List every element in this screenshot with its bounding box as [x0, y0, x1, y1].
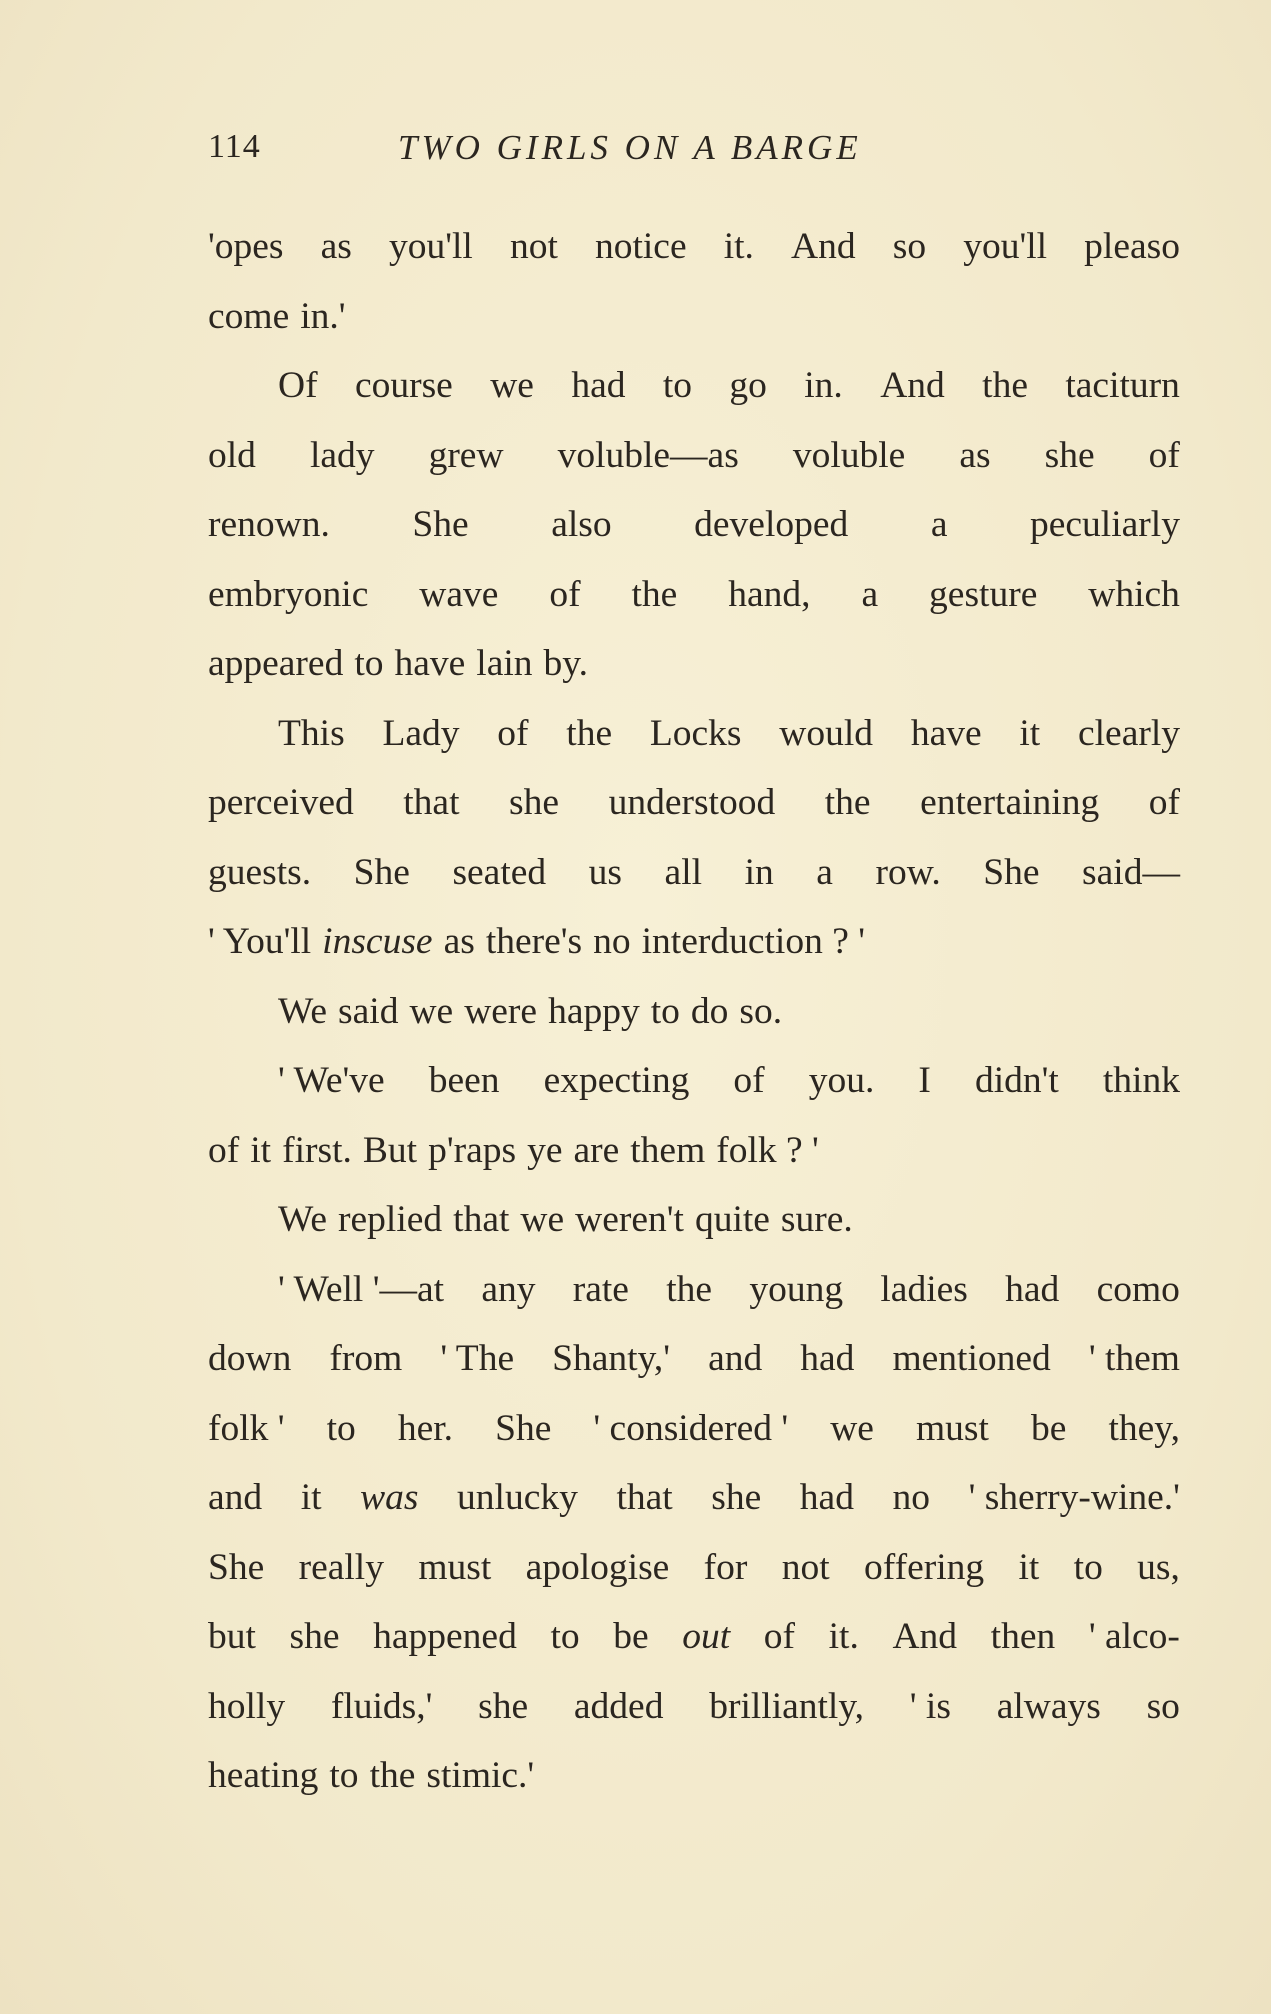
text-line	[208, 1533, 1180, 1603]
word: ' considered '	[593, 1407, 789, 1449]
word: rate	[572, 1268, 629, 1310]
text-line	[208, 1255, 1180, 1325]
text-line	[208, 421, 1180, 491]
word: had	[571, 365, 626, 406]
word: we	[409, 990, 454, 1032]
word: go	[729, 365, 767, 406]
word: she	[478, 1685, 529, 1727]
word: no	[892, 1477, 931, 1518]
word: no	[593, 921, 631, 962]
word: taciturn	[1065, 365, 1180, 406]
text-line	[208, 490, 1180, 560]
word: to	[662, 365, 693, 406]
word: you'll	[963, 226, 1048, 267]
word: so	[892, 226, 927, 267]
word: but	[208, 1616, 256, 1657]
word: voluble	[792, 434, 906, 476]
word: p'raps	[428, 1129, 517, 1171]
word: are	[573, 1129, 620, 1171]
text-line	[208, 1116, 1180, 1186]
word: she	[711, 1477, 762, 1518]
word: folk ? '	[716, 1129, 819, 1171]
word: ladies	[880, 1268, 968, 1310]
word: also	[551, 504, 612, 545]
word: offering	[864, 1546, 985, 1588]
word: must	[418, 1546, 492, 1588]
word: She	[208, 1546, 265, 1588]
word: She	[983, 851, 1040, 893]
word: renown.	[208, 504, 330, 545]
text-line	[208, 1185, 1180, 1255]
word: unlucky	[457, 1477, 578, 1518]
word: gesture	[929, 573, 1038, 615]
word: This	[278, 712, 345, 754]
word: And	[791, 226, 856, 267]
body-text	[208, 212, 1180, 1811]
word: weren't	[575, 1199, 684, 1240]
word: that	[403, 782, 460, 823]
word: have	[910, 712, 982, 754]
word: it.	[828, 1616, 859, 1657]
word: as	[959, 434, 991, 476]
word: had	[1005, 1268, 1060, 1310]
word: added	[573, 1685, 664, 1727]
word: ' is	[909, 1685, 951, 1727]
word: sure.	[780, 1199, 853, 1240]
word: the	[369, 1755, 416, 1796]
word: out	[682, 1616, 731, 1657]
text-line	[208, 907, 1180, 977]
word: a	[861, 573, 879, 615]
word: ' sherry-wine.'	[968, 1477, 1180, 1518]
word: down	[208, 1338, 292, 1379]
word: understood	[608, 782, 776, 823]
word: be	[1030, 1407, 1067, 1449]
word: We	[278, 990, 328, 1032]
word: developed	[694, 504, 849, 545]
text-line	[208, 699, 1180, 769]
text-line	[208, 1741, 1180, 1811]
word: row.	[875, 851, 941, 893]
word: that	[616, 1477, 673, 1518]
word: 'opes	[208, 226, 284, 267]
word: it.	[723, 226, 754, 267]
word: perceived	[208, 782, 354, 823]
text-line	[208, 1324, 1180, 1394]
word: brilliantly,	[709, 1685, 865, 1727]
word: old	[208, 434, 256, 476]
word: inscuse	[322, 921, 433, 962]
word: Lady	[382, 712, 460, 754]
word: clearly	[1077, 712, 1180, 754]
word: said	[338, 990, 399, 1032]
word: entertaining	[920, 782, 1100, 823]
word: you.	[808, 1060, 875, 1101]
word: any	[481, 1268, 536, 1310]
word: the	[666, 1268, 713, 1310]
word: mentioned	[892, 1338, 1051, 1379]
word: then	[990, 1616, 1056, 1657]
word: And	[892, 1616, 958, 1657]
word: from	[329, 1338, 403, 1379]
text-line	[208, 838, 1180, 908]
word: pleaso	[1084, 226, 1180, 267]
text-line	[208, 1394, 1180, 1464]
word: of	[733, 1060, 765, 1101]
word: which	[1088, 573, 1180, 615]
word: of	[549, 573, 581, 615]
word: by.	[543, 643, 588, 684]
word: in.'	[300, 295, 346, 337]
word: lain	[476, 643, 533, 684]
word: had	[800, 1338, 855, 1379]
word: said—	[1082, 851, 1180, 893]
word: we	[490, 365, 534, 406]
word: for	[703, 1546, 748, 1588]
word: hand,	[728, 573, 811, 615]
word: you'll	[388, 226, 473, 267]
word: course	[354, 365, 453, 406]
word: to	[650, 990, 680, 1032]
word: She	[412, 504, 469, 545]
word: it	[1019, 712, 1041, 754]
word: not	[781, 1546, 830, 1588]
word: embryonic	[208, 573, 369, 615]
text-line	[208, 1463, 1180, 1533]
word: expecting	[543, 1060, 690, 1101]
text-line	[208, 629, 1180, 699]
word: us	[588, 851, 623, 893]
word: of	[763, 1616, 796, 1657]
text-line	[208, 212, 1180, 282]
word: there's	[485, 921, 583, 962]
word: grew	[428, 434, 504, 476]
word: peculiarly	[1030, 504, 1180, 545]
word: ' You'll	[208, 921, 312, 962]
word: notice	[594, 226, 687, 267]
page-number: 114	[208, 128, 261, 165]
word: fluids,'	[330, 1685, 433, 1727]
word: I	[918, 1060, 931, 1101]
word: And	[880, 365, 945, 406]
word: as	[320, 226, 352, 267]
word: a	[816, 851, 833, 893]
word: stimic.'	[426, 1755, 535, 1796]
word: and	[208, 1477, 263, 1518]
word: She	[495, 1407, 552, 1449]
word: happy	[548, 990, 640, 1032]
word: the	[982, 365, 1028, 406]
word: to	[550, 1616, 580, 1657]
word: always	[996, 1685, 1101, 1727]
word: guests.	[208, 851, 312, 893]
word: didn't	[974, 1060, 1059, 1101]
word: the	[566, 712, 613, 754]
text-line	[208, 768, 1180, 838]
word: Of	[278, 365, 318, 406]
word: young	[749, 1268, 844, 1310]
word: it	[300, 1477, 322, 1518]
word: so	[1146, 1685, 1180, 1727]
word: they,	[1108, 1407, 1180, 1449]
word: Locks	[649, 712, 742, 754]
word: folk '	[208, 1407, 285, 1449]
word: quite	[694, 1199, 770, 1240]
word: had	[799, 1477, 854, 1518]
word: apologise	[525, 1546, 670, 1588]
running-title: TWO GIRLS ON A BARGE	[398, 128, 862, 167]
word: would	[779, 712, 874, 754]
word: first.	[282, 1129, 352, 1171]
word: seated	[452, 851, 547, 893]
text-line	[208, 1602, 1180, 1672]
page-header	[208, 128, 978, 178]
word: think	[1102, 1060, 1180, 1101]
text-line	[208, 977, 1180, 1047]
word: como	[1096, 1268, 1180, 1310]
word: the	[824, 782, 871, 823]
word: ' them	[1088, 1338, 1180, 1379]
word: the	[631, 573, 678, 615]
word: heating	[208, 1755, 319, 1796]
word: to	[1073, 1546, 1103, 1588]
word: come	[208, 295, 290, 337]
text-line	[208, 1672, 1180, 1742]
word: and	[708, 1338, 763, 1379]
word: as	[443, 921, 475, 962]
word: ye	[527, 1129, 563, 1171]
word: to	[329, 1755, 359, 1796]
word: us,	[1137, 1546, 1180, 1588]
word: replied	[338, 1199, 443, 1240]
word: of	[497, 712, 529, 754]
word: appeared	[208, 643, 344, 684]
word: ' alco-	[1088, 1616, 1180, 1657]
word: a	[930, 504, 948, 545]
word: she	[509, 782, 560, 823]
text-line	[208, 1046, 1180, 1116]
word: them	[630, 1129, 706, 1171]
word: She	[353, 851, 410, 893]
text-line	[208, 282, 1180, 352]
word: that	[453, 1199, 510, 1240]
word: happened	[373, 1616, 517, 1657]
word: of	[1148, 434, 1180, 476]
word: so.	[739, 990, 783, 1032]
word: ' The	[440, 1338, 515, 1379]
word: it	[1018, 1546, 1040, 1588]
word: holly	[208, 1685, 286, 1727]
word: interduction ? '	[641, 921, 865, 962]
word: must	[915, 1407, 989, 1449]
word: do	[690, 990, 729, 1032]
word: wave	[419, 573, 499, 615]
word: was	[360, 1477, 419, 1518]
word: of	[1148, 782, 1180, 823]
word: ' Well '—at	[278, 1268, 445, 1310]
word: Shanty,'	[552, 1338, 671, 1379]
word: to	[354, 643, 384, 684]
word: be	[613, 1616, 649, 1657]
word: were	[464, 990, 538, 1032]
word: of	[208, 1129, 240, 1171]
word: all	[664, 851, 703, 893]
text-line	[208, 351, 1180, 421]
word: have	[394, 643, 466, 684]
word: we	[520, 1199, 565, 1240]
word: voluble—as	[557, 434, 739, 476]
word: ' We've	[278, 1060, 385, 1101]
word: her.	[397, 1407, 454, 1449]
word: she	[289, 1616, 340, 1657]
word: lady	[309, 434, 375, 476]
word: been	[428, 1060, 500, 1101]
text-line	[208, 560, 1180, 630]
word: not	[509, 226, 558, 267]
word: she	[1044, 434, 1095, 476]
word: in.	[804, 365, 843, 406]
word: We	[278, 1199, 328, 1240]
word: it	[250, 1129, 272, 1171]
word: to	[326, 1407, 356, 1449]
word: in	[744, 851, 774, 893]
word: really	[298, 1546, 384, 1588]
word: we	[830, 1407, 874, 1449]
word: But	[362, 1129, 418, 1171]
